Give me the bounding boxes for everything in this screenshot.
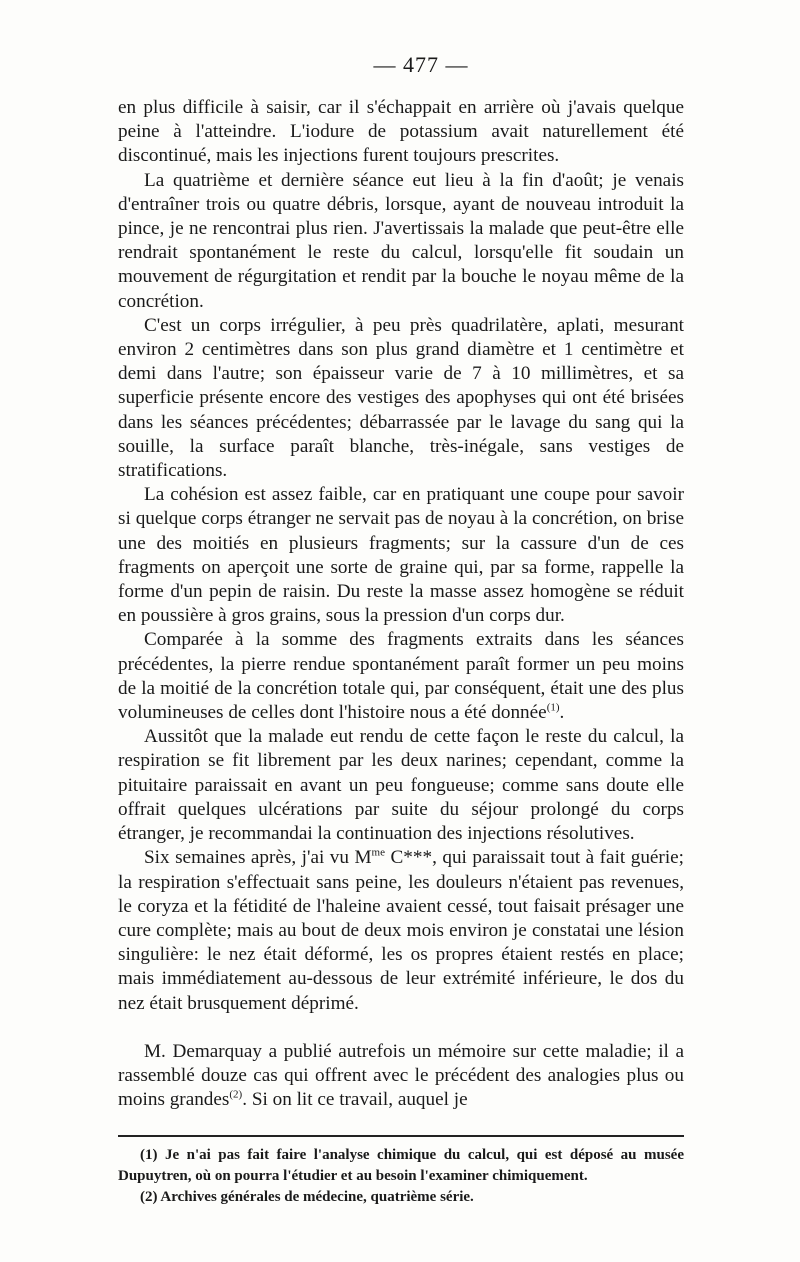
body-text: [118, 96, 684, 1112]
paragraph-7-text: C***, qui paraissait tout à fait guérie; la respiration s'effectuait sans peine, les douleurs n'étaient pas revenues, le coryza et la fétidité de l'haleine avaient cessé, tout faisait présager une cure complète; mais au bout de deux mois environ je constatai une lésion singulière: le nez était déformé, les os propres étaient restés en place; mais immédiatement au-dessous de leur extrémité inférieure, le dos du nez était brusquement déprimé.: [118, 847, 684, 1014]
paragraph-4: [118, 483, 684, 628]
paragraph-1-text: en plus difficile à saisir, car il s'échappait en arrière où j'avais quelque peine à l'atteindre. L'iodure de potassium avait naturellement été discontinué, mais les injections furent toujours prescrites.: [118, 97, 684, 167]
paragraph-6: [118, 725, 684, 846]
footnote-2-marker: (2): [140, 1189, 158, 1206]
footnote-ref-1: (1): [546, 701, 560, 714]
paragraph-8-tail: . Si on lit ce travail, auquel je: [242, 1089, 468, 1111]
paragraph-4-text: La cohésion est assez faible, car en pratiquant une coupe pour savoir si quelque corps étranger ne servait pas de noyau à la concrétion, on brise une des moitiés en plusieurs fragments; sur la cassure d'un de ces fragments on aperçoit une sorte de graine qui, par sa forme, rappelle la forme d'un pepin de raisin. Du reste la masse assez homogène se réduit en poussière à gros grains, sous la pression d'un corps dur.: [118, 484, 684, 627]
paragraph-5-tail: .: [559, 702, 565, 724]
paragraph-5-text: Comparée à la somme des fragments extraits dans les séances précédentes, la pierre rendue spontanément paraît former un peu moins de la moitié de la concrétion totale qui, par conséquent, était une des plus volumineuses de celles dont l'histoire nous a été donnée: [118, 629, 684, 724]
paragraph-3: [118, 314, 684, 483]
paragraph-8: [118, 1040, 684, 1113]
paragraph-5: [118, 628, 684, 725]
honorific-superscript: me: [371, 846, 385, 859]
paragraph-7-lead: Six semaines après, j'ai vu M: [144, 847, 372, 869]
paragraph-2-text: La quatrième et dernière séance eut lieu à la fin d'août; je venais d'entraîner trois ou quatre débris, lorsque, ayant de nouveau introduit la pince, je ne rencontrai plus rien. J'avertissais la malade que peut-être elle rendrait spontanément le reste du calcul, lorsqu'elle fit soudain un mouvement de régurgitation et rendit par la bouche le noyau même de la concrétion.: [118, 169, 684, 312]
paragraph-7: [118, 846, 684, 1015]
paragraph-3-text: C'est un corps irrégulier, à peu près quadrilatère, aplati, mesurant environ 2 centimètres dans son plus grand diamètre et 1 centimètre et demi dans l'autre; son épaisseur varie de 7 à 10 millimètres, et sa superficie présente encore des vestiges des apophyses qui ont été brisées dans les séances précédentes; débarrassée par le lavage du sang qui la souille, la surface paraît blanche, très-inégale, sans vestiges de stratifications.: [118, 314, 684, 482]
page: [118, 52, 684, 1208]
footnote-1-text: Je n'ai pas fait faire l'analyse chimique du calcul, qui est déposé au musée Dupuytren, où on pourra l'étudier et au besoin l'examiner chimiquement.: [118, 1147, 684, 1185]
footnote-1: [118, 1145, 684, 1187]
footnote-2: [118, 1187, 684, 1208]
footnote-rule: [118, 1135, 684, 1137]
footnote-ref-2: (2): [229, 1088, 243, 1101]
paragraph-8-text: M. Demarquay a publié autrefois un mémoire sur cette maladie; il a rassemblé douze cas qui offrent avec le précédent des analogies plus ou moins grandes: [118, 1040, 684, 1111]
paragraph-6-text: Aussitôt que la malade eut rendu de cette façon le reste du calcul, la respiration se fit librement par les deux narines; cependant, comme la pituitaire paraissait en avant un peu fongueuse; comme sans doute elle offrait quelques ulcérations par suite du séjour prolongé du corps étranger, je recommandai la continuation des injections résolutives.: [118, 726, 684, 845]
paragraph-1: [118, 96, 684, 169]
footnote-2-text: Archives générales de médecine, quatrième série.: [157, 1189, 474, 1206]
footnote-1-marker: (1): [140, 1147, 158, 1164]
footnotes: [118, 1145, 684, 1208]
page-number: — 477 —: [373, 52, 469, 77]
paragraph-2: [118, 169, 684, 314]
